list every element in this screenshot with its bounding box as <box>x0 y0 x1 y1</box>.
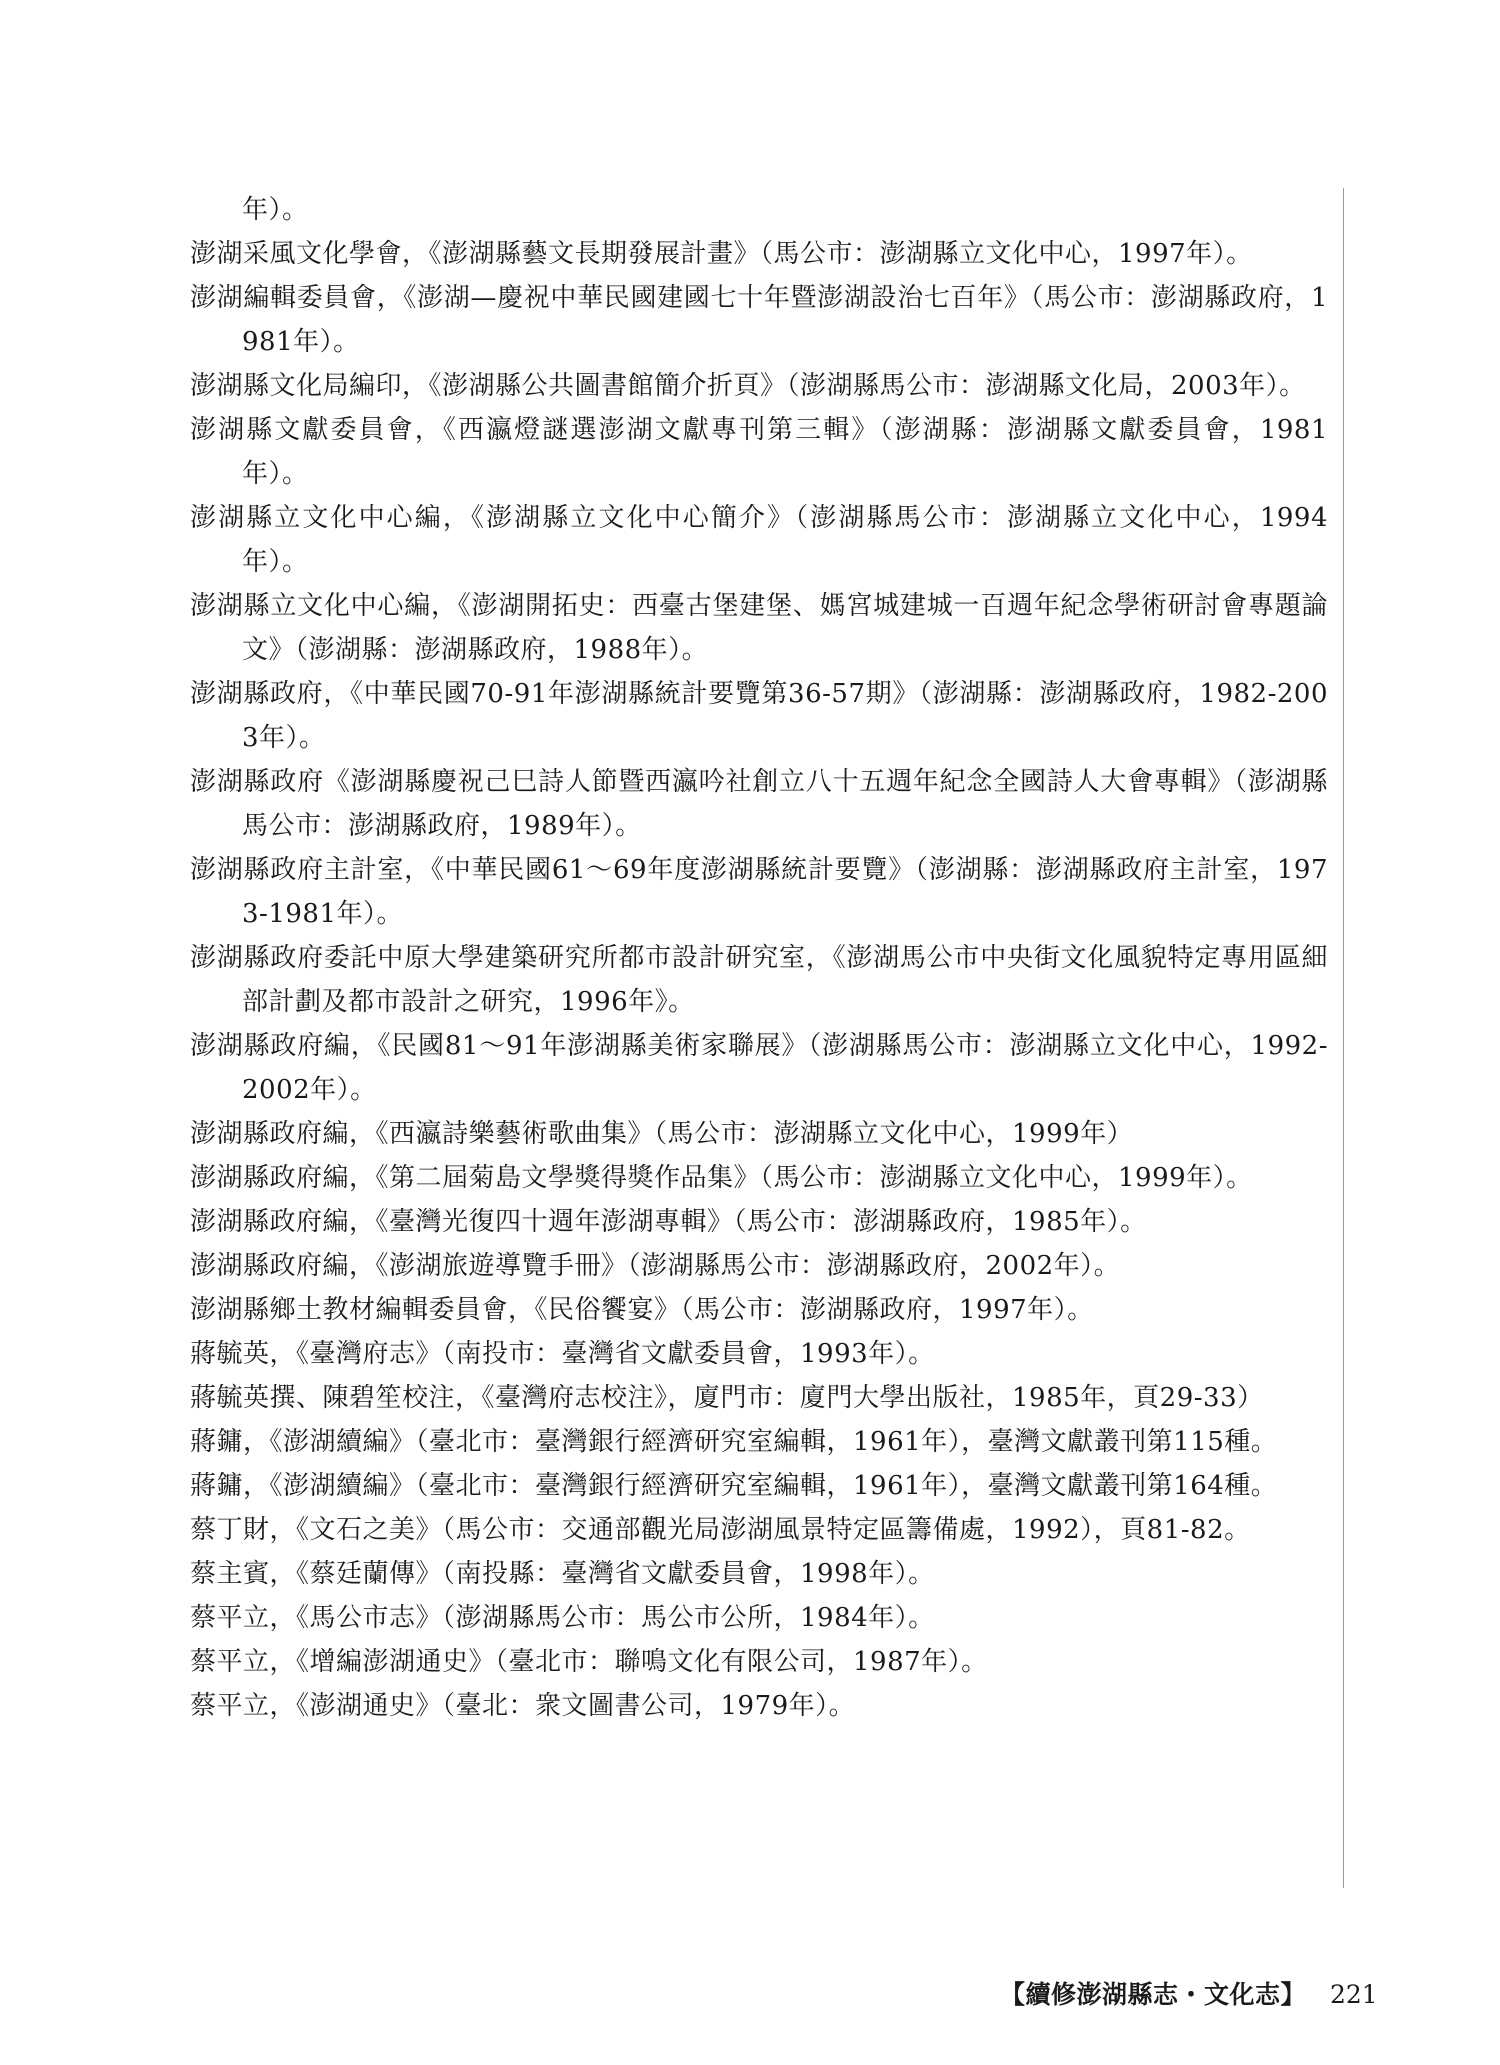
reference-entry: 澎湖縣政府編，《臺灣光復四十週年澎湖專輯》（馬公市：澎湖縣政府，1985年）。 <box>190 1207 1147 1237</box>
reference-entry: 澎湖縣立文化中心編，《澎湖縣立文化中心簡介》（澎湖縣馬公市：澎湖縣立文化中心，1994年）。 <box>190 503 1328 577</box>
reference-list <box>190 188 1328 1728</box>
reference-entry: 澎湖縣政府編，《澎湖旅遊導覽手冊》（澎湖縣馬公市：澎湖縣政府，2002年）。 <box>190 1251 1121 1281</box>
reference-entry: 蔣鏞，《澎湖續編》（臺北市：臺灣銀行經濟研究室編輯，1961年），臺灣文獻叢刊第115種。 <box>190 1427 1278 1457</box>
reference-entry: 澎湖縣立文化中心編，《澎湖開拓史：西臺古堡建堡、媽宮城建城一百週年紀念學術研討會專題論文》（澎湖縣：澎湖縣政府，1988年）。 <box>190 591 1328 665</box>
reference-entry: 澎湖縣政府編，《民國81～91年澎湖縣美術家聯展》（澎湖縣馬公市：澎湖縣立文化中心，1992-2002年）。 <box>190 1031 1328 1105</box>
reference-entry: 澎湖縣政府，《中華民國70-91年澎湖縣統計要覽第36-57期》（澎湖縣：澎湖縣政府，1982-2003年）。 <box>190 679 1328 753</box>
reference-entry: 蔡平立，《澎湖通史》（臺北：衆文圖書公司，1979年）。 <box>190 1691 856 1721</box>
reference-entry: 澎湖縣政府編，《第二屆菊島文學獎得獎作品集》（馬公市：澎湖縣立文化中心，1999年）。 <box>190 1163 1253 1193</box>
reference-entry: 蔡主賓，《蔡廷蘭傳》（南投縣：臺灣省文獻委員會，1998年）。 <box>190 1559 935 1589</box>
reference-entry: 澎湖采風文化學會，《澎湖縣藝文長期發展計畫》（馬公市：澎湖縣立文化中心，1997年）。 <box>190 239 1253 269</box>
reference-entry: 年）。 <box>242 195 309 225</box>
reference-entry: 澎湖縣政府編，《西瀛詩樂藝術歌曲集》（馬公市：澎湖縣立文化中心，1999年） <box>190 1119 1134 1149</box>
reference-entry: 蔡平立，《馬公市志》（澎湖縣馬公市：馬公市公所，1984年）。 <box>190 1603 935 1633</box>
reference-entry: 澎湖縣政府主計室，《中華民國61～69年度澎湖縣統計要覽》（澎湖縣：澎湖縣政府主計室，1973-1981年）。 <box>190 855 1328 929</box>
reference-entry: 澎湖縣政府《澎湖縣慶祝己巳詩人節暨西瀛吟社創立八十五週年紀念全國詩人大會專輯》（澎湖縣馬公市：澎湖縣政府，1989年）。 <box>190 767 1328 841</box>
reference-entry: 澎湖縣文化局編印，《澎湖縣公共圖書館簡介折頁》（澎湖縣馬公市：澎湖縣文化局，2003年）。 <box>190 371 1306 401</box>
reference-entry: 澎湖縣鄉土教材編輯委員會，《民俗饗宴》（馬公市：澎湖縣政府，1997年）。 <box>190 1295 1094 1325</box>
reference-entry: 澎湖編輯委員會，《澎湖—慶祝中華民國建國七十年暨澎湖設治七百年》（馬公市：澎湖縣政府，1981年）。 <box>190 283 1328 357</box>
reference-entry: 澎湖縣文獻委員會，《西瀛燈謎選澎湖文獻專刊第三輯》（澎湖縣：澎湖縣文獻委員會，1981年）。 <box>190 415 1328 489</box>
page-number: 221 <box>1329 1980 1378 2009</box>
reference-entry: 蔡丁財，《文石之美》（馬公市：交通部觀光局澎湖風景特定區籌備處，1992），頁81-82。 <box>190 1515 1251 1545</box>
page-footer <box>1000 1978 1378 2012</box>
running-title: 【續修澎湖縣志・文化志】 <box>1000 1980 1307 2009</box>
reference-entry: 蔣鏞，《澎湖續編》（臺北市：臺灣銀行經濟研究室編輯，1961年），臺灣文獻叢刊第164種。 <box>190 1471 1278 1501</box>
reference-entry: 蔣毓英，《臺灣府志》（南投市：臺灣省文獻委員會，1993年）。 <box>190 1339 935 1369</box>
reference-entry: 澎湖縣政府委託中原大學建築研究所都市設計研究室，《澎湖馬公市中央街文化風貌特定專用區細部計劃及都市設計之研究，1996年》。 <box>190 943 1328 1017</box>
reference-entry: 蔣毓英撰、陳碧笙校注，《臺灣府志校注》，廈門市：廈門大學出版社，1985年，頁29-33） <box>190 1383 1264 1413</box>
reference-entry: 蔡平立，《增編澎湖通史》（臺北市：聯鳴文化有限公司，1987年）。 <box>190 1647 988 1677</box>
margin-rule <box>1343 188 1344 1888</box>
